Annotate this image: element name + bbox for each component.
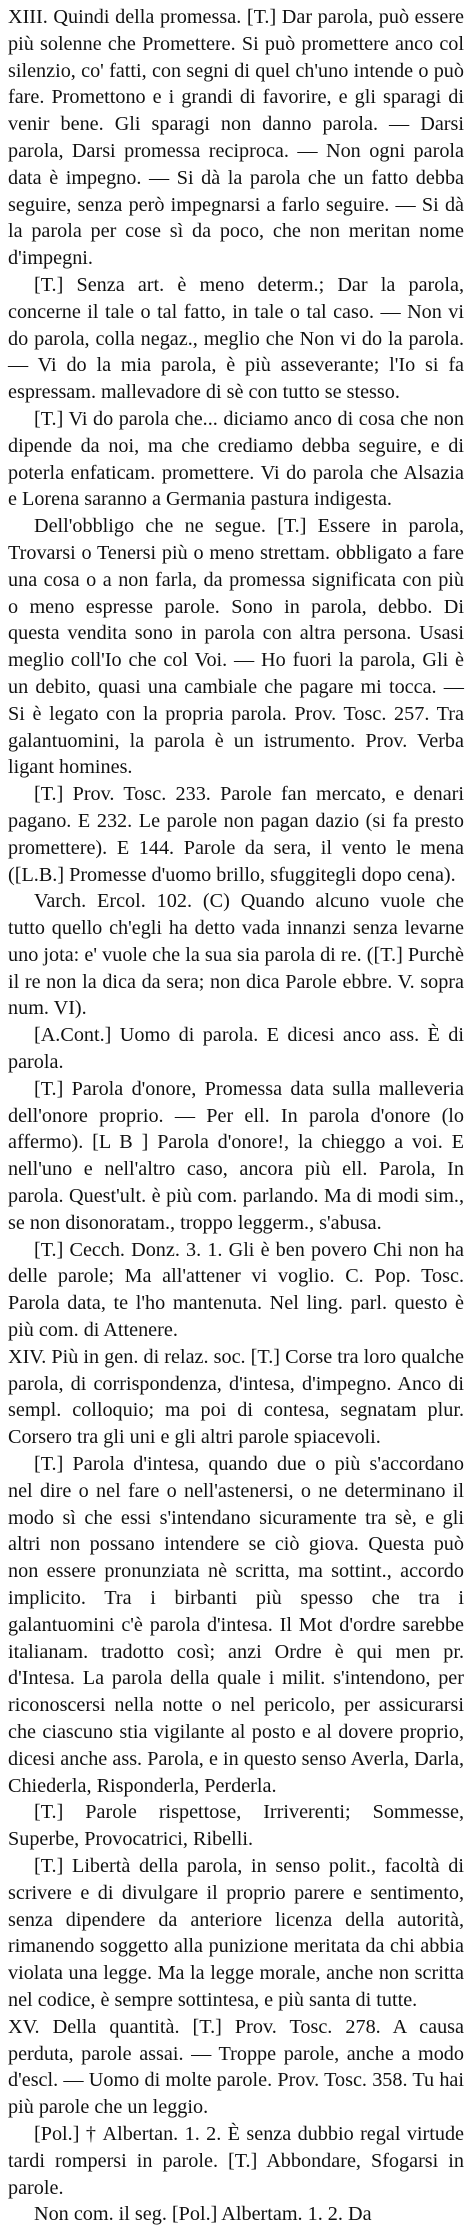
paragraph-xv-quantita [8, 2014, 464, 2121]
paragraph-text: [T.] Senza art. è meno determ.; Dar la parola, concerne il tale o tal fatto, in tale o tal caso. — Non vi do parola, colla negaz., meglio che Non vi do la parola. — Vi do la mia parola, è più asseverante; l'Io si fa espressam. mallevadore di sè con tutto se stesso. [8, 273, 464, 404]
paragraph-uomo-di-parola [8, 1022, 464, 1076]
paragraph-non-com [8, 2201, 464, 2228]
paragraph-xiii-promise [8, 4, 464, 272]
paragraph-text: [T.] Cecch. Donz. 3. 1. Gli è ben povero Chi non ha delle parole; Ma all'attener vi voglio. C. Pop. Tosc. Parola data, te l'ho mantenuta. Nel ling. parl. questo è più com. di Attenere. [8, 1238, 464, 1342]
paragraph-parola-d-onore [8, 1076, 464, 1237]
paragraph-proverbi [8, 781, 464, 888]
paragraph-parole-rispettose [8, 1799, 464, 1853]
paragraph-text: [T.] Libertà della parola, in senso polit., facoltà di scrivere e di divulgare il proprio parere e sentimento, senza dipendere da anteriore licenza della autorità, rimanendo soggetto alla punizione meritata da chi abbia violata una legge. Ma la legge morale, anche non scritta nel codice, è sempre sottintesa, e più santa di tutte. [8, 1854, 464, 2011]
paragraph-text: Varch. Ercol. 102. (C) Quando alcuno vuole che tutto quello ch'egli ha detto vada innanzi senza levarne uno jota: e' vuole che la sua sia parola di re. ([T.] Purchè il re non la dica da sera; non dica Parole ebbre. V. sopra num. VI). [8, 890, 464, 1020]
paragraph-text: [T.] Parole rispettose, Irriverenti; Sommesse, Superbe, Provocatrici, Ribelli. [8, 1801, 464, 1851]
paragraph-obbligo [8, 513, 464, 781]
paragraph-text: XIII. Quindi della promessa. [T.] Dar parola, può essere più solenne che Promettere. Si può promettere anco col silenzio, co' fatti, con segni di quel ch'uno intende o può fare. Promettono e i grandi di favorire, e gli sparagi di venir bene. Gli sparagi non danno parola. — Darsi parola, Darsi promessa reciproca. — Non ogni parola data è impegno. — Si dà la parola che un fatto debba seguire, senza però impegnarsi a farlo seguire. — Si dà la parola per cose sì da poco, che non meritan nome d'impegni. [8, 6, 464, 270]
paragraph-text: [T.] Vi do parola che... diciamo anco di cosa che non dipende da noi, ma che crediamo debba seguire, e di poterla enfaticam. promettere. Vi do parola che Alsazia e Lorena saranno a Germania pastura indigesta. [8, 407, 464, 511]
paragraph-text: [T.] Prov. Tosc. 233. Parole fan mercato, e denari pagano. E 232. Le parole non pagan dazio (si fa presto promettere). E 144. Parole da sera, il vento le mena ([L.B.] Promesse d'uomo brillo, sfuggitegli dopo cena). [8, 783, 464, 886]
paragraph-varchi [8, 888, 464, 1022]
paragraph-cecchi [8, 1237, 464, 1344]
paragraph-senza-articolo [8, 272, 464, 406]
paragraph-text: Non com. il seg. [Pol.] Albertam. 1. 2. Da [34, 2203, 372, 2226]
paragraph-liberta-parola [8, 1853, 464, 2014]
paragraph-text: XIV. Più in gen. di relaz. soc. [T.] Corse tra loro qualche parola, di corrispondenza, d'intesa, d'impegno. Anco di sempl. colloquio; ma poi di contesa, segnatam plur. Corsero tra gli uni e gli altri parole spiacevoli. [8, 1345, 464, 1449]
paragraph-text: [Pol.] † Albertan. 1. 2. È senza dubbio regal virtude tardi rompersi in parole. [T.] Abbondare, Sfogarsi in parole. [8, 2122, 464, 2199]
paragraph-parola-d-intesa [8, 1451, 464, 1799]
paragraph-albertano [8, 2121, 464, 2201]
paragraph-text: [T.] Parola d'intesa, quando due o più s'accordano nel dire o nel fare o nell'astenersi, o ne determinano il modo sì che essi s'intendano sicuramente tra sè, e gli altri non possano intendere se ciò giova. Questa può non essere pronunziata nè scritta, ma sottint., accordo implicito. Tra i birbanti più spesso che tra i galantuomini c'è parola d'intesa. Il Mot d'ordre sarebbe italianam. tradotto così; anzi Ordre è qui men pr. d'Intesa. La parola della quale i milit. s'intendono, per riconoscersi nella notte o nel pericolo, per assicurarsi che ciascuno stia vigilante al posto e al dovere proprio, dicesi anche ass. Parola, e in questo senso Averla, Darla, Chiederla, Risponderla, Perderla. [8, 1453, 464, 1797]
paragraph-text: [A.Cont.] Uomo di parola. E dicesi anco ass. È di parola. [8, 1024, 464, 1074]
paragraph-xiv-relazioni [8, 1344, 464, 1451]
paragraph-vi-do-parola [8, 406, 464, 513]
paragraph-text: XV. Della quantità. [T.] Prov. Tosc. 278. A causa perduta, parole assai. — Troppe parole, anche a modo d'escl. — Uomo di molte parole. Prov. Tosc. 358. Tu hai più parole che un leggio. [8, 2015, 464, 2119]
paragraph-text: [T.] Parola d'onore, Promessa data sulla malleveria dell'onore proprio. — Per ell. In parola d'onore (lo affermo). [L B ] Parola d'onore!, la chieggo a voi. E nell'uno e nell'altro caso, ancora più ell. Parola, In parola. Quest'ult. è più com. parlando. Ma di modi sim., se non disonoratam., troppo leggerm., s'abusa. [8, 1077, 464, 1234]
paragraph-text: Dell'obbligo che ne segue. [T.] Essere in parola, Trovarsi o Tenersi più o meno strettam. obbligato a fare una cosa o a non farla, da promessa significata con più o meno espresse parole. Sono in parola, debbo. Di questa vendita sono in parola con altra persona. Usasi meglio coll'Io che col Voi. — Ho fuori la parola, Gli è un debito, quasi una cambiale che pagare mi tocca. — Si è legato con la propria parola. Prov. Tosc. 257. Tra galantuomini, la parola è un istrumento. Prov. Verba ligant homines. [8, 515, 464, 779]
